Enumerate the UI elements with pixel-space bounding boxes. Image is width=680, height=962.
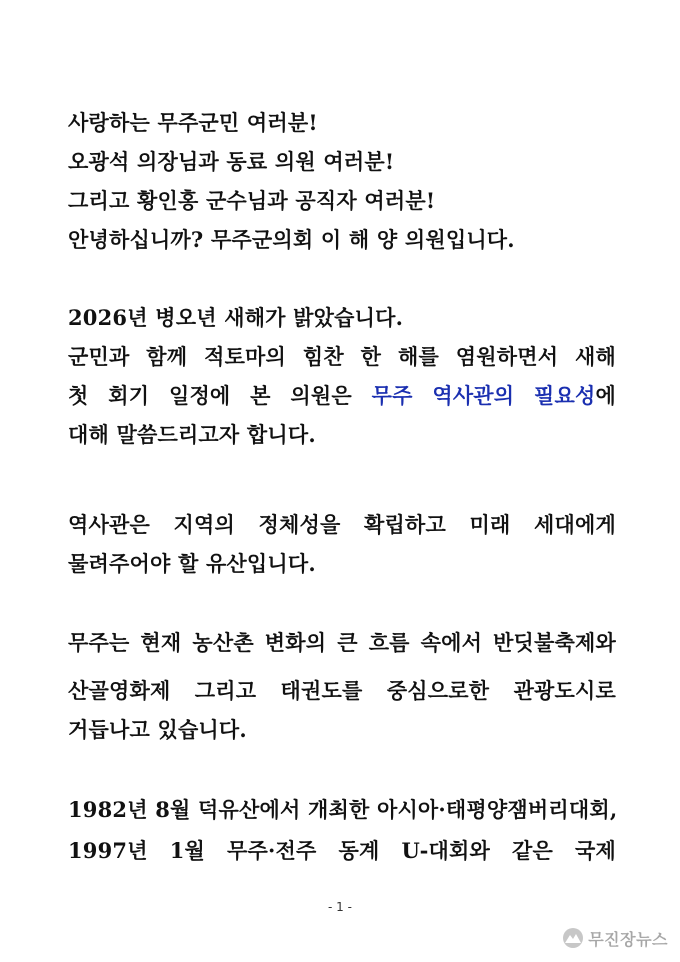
text-line: 군민과 함께 적토마의 힘찬 한 해를 염원하면서 새해 — [68, 344, 616, 369]
highlighted-phrase: 무주 역사관의 필요성 — [371, 383, 596, 408]
page-number: - 1 - — [328, 900, 352, 914]
text-line: 1982년 8월 덕유산에서 개최한 아시아·태평양잼버리대회, — [68, 797, 618, 822]
text-line: 1997년 1월 무주·전주 동계 U-대회와 같은 국제 — [68, 838, 616, 863]
text-segment: 에 — [595, 383, 616, 408]
watermark — [562, 926, 668, 950]
text-line-highlighted — [68, 381, 616, 411]
mountain-logo-icon — [562, 927, 584, 949]
text-line: 거듭나고 있습니다. — [68, 717, 247, 742]
text-line: 안녕하십니까? 무주군의회 이 해 양 의원입니다. — [68, 227, 515, 252]
text-segment: 첫 회기 일정에 본 의원은 — [68, 383, 372, 408]
text-line: 사랑하는 무주군민 여러분! — [68, 110, 318, 135]
text-line: 물려주어야 할 유산입니다. — [68, 551, 316, 576]
text-line: 산골영화제 그리고 태권도를 중심으로한 관광도시로 — [68, 678, 616, 703]
text-line: 대해 말씀드리고자 합니다. — [68, 422, 316, 447]
text-line: 역사관은 지역의 정체성을 확립하고 미래 세대에게 — [68, 512, 616, 537]
text-line: 무주는 현재 농산촌 변화의 큰 흐름 속에서 반딧불축제와 — [68, 630, 616, 655]
watermark-text: 무진장뉴스 — [588, 929, 668, 949]
text-line: 2026년 병오년 새해가 밝았습니다. — [68, 305, 404, 330]
text-line: 그리고 황인홍 군수님과 공직자 여러분! — [68, 188, 436, 213]
text-line: 오광석 의장님과 동료 의원 여러분! — [68, 149, 395, 174]
